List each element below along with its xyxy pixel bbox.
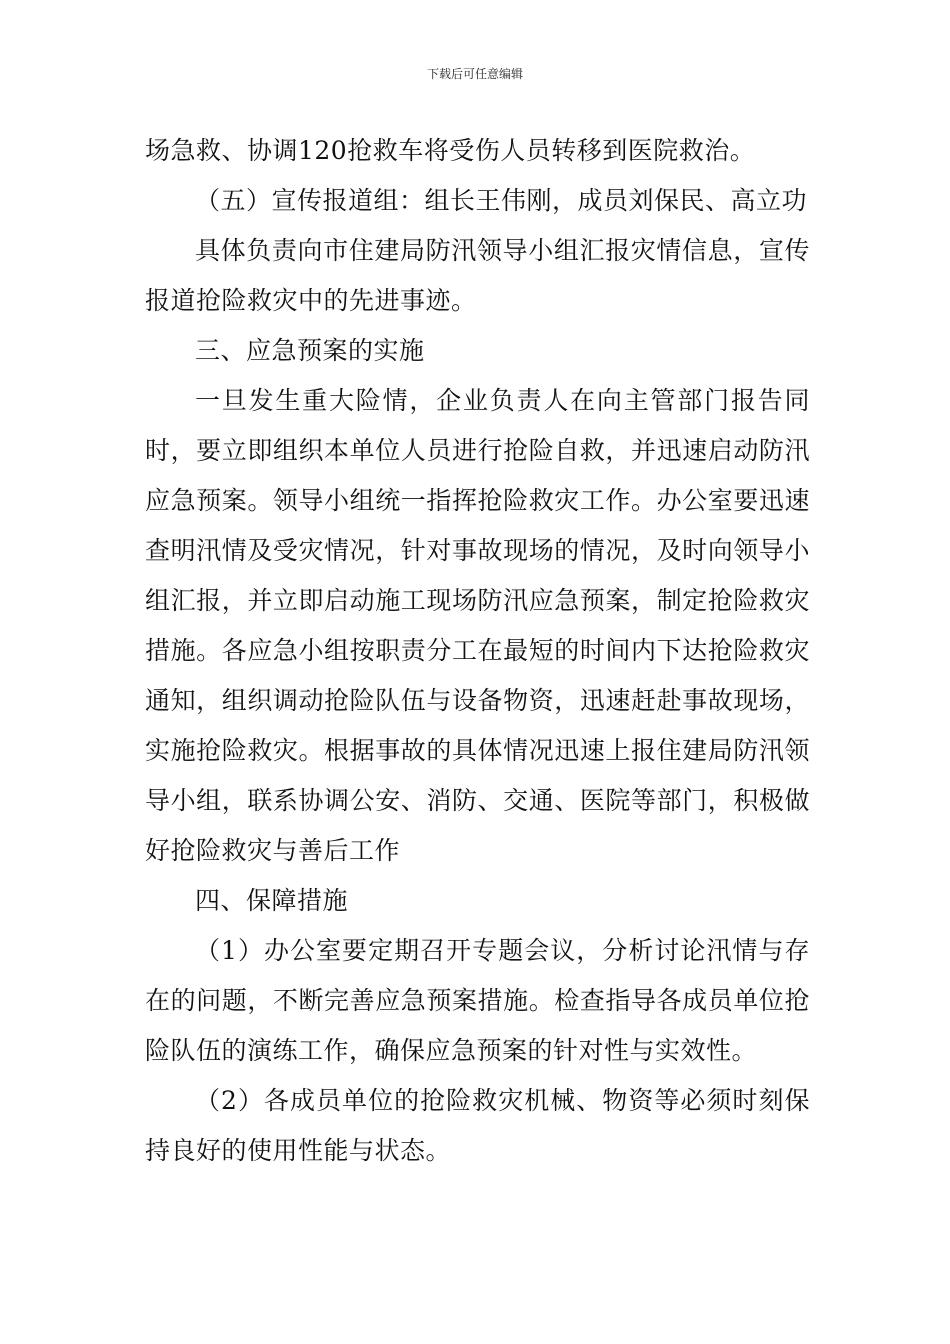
paragraph-5: 一旦发生重大险情，企业负责人在向主管部门报告同时，要立即组织本单位人员进行抢险自救，并迅速启动防汛应急预案。领导小组统一指挥抢险救灾工作。办公室要迅速查明汛情及受灾情况，针对事故现场的情况，及时向领导小组汇报，并立即启动施工现场防汛应急预案，制定抢险救灾措施。各应急小组按职责分工在最短的时间内下达抢险救灾通知，组织调动抢险队伍与设备物资，迅速赶赴事故现场，实施抢险救灾。根据事故的具体情况迅速上报住建局防汛领导小组，联系协调公安、消防、交通、医院等部门，积极做好抢险救灾与善后工作 (145, 386, 810, 865)
paragraph-2: （五）宣传报道组：组长王伟刚，成员刘保民、高立功 (195, 186, 808, 215)
document-body (145, 126, 810, 1176)
paragraph-8: （2）各成员单位的抢险救灾机械、物资等必须时刻保持良好的使用性能与状态。 (145, 1086, 810, 1165)
section-heading-4: 四、保障措施 (195, 886, 349, 915)
page-header: 下载后可任意编辑 (426, 67, 523, 81)
paragraph-3: 具体负责向市住建局防汛领导小组汇报灾情信息，宣传报道抢险救灾中的先进事迹。 (145, 236, 810, 315)
paragraph-7: （1）办公室要定期召开专题会议，分析讨论汛情与存在的问题，不断完善应急预案措施。检查指导各成员单位抢险队伍的演练工作，确保应急预案的针对性与实效性。 (145, 936, 810, 1065)
paragraph-1: 场急救、协调120抢救车将受伤人员转移到医院救治。 (145, 136, 756, 165)
section-heading-3: 三、应急预案的实施 (195, 336, 425, 365)
